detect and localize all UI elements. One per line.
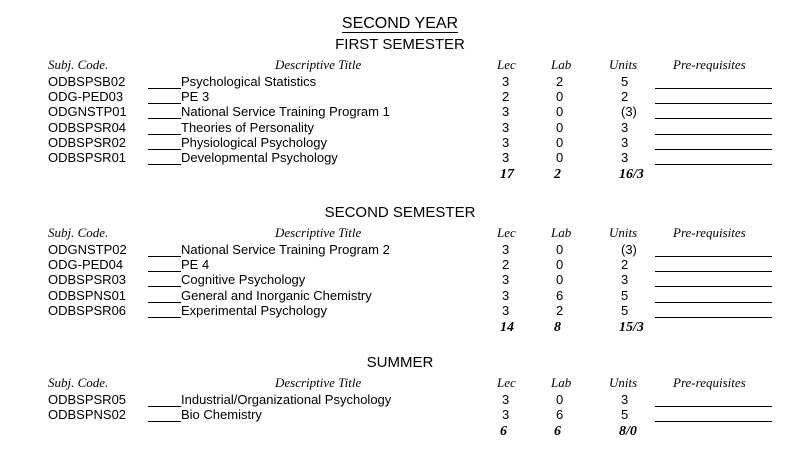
lab-value: 2	[556, 302, 564, 318]
lab-value: 0	[556, 242, 564, 257]
descriptive-title: PE 4	[181, 257, 210, 273]
lec-value: 3	[502, 272, 510, 288]
descriptive-title: General and Inorganic Chemistry	[181, 287, 372, 303]
lab-value: 0	[556, 134, 564, 150]
title-leader-line	[148, 103, 181, 104]
prerequisite-blank-line	[655, 164, 772, 165]
subject-code: ODGNSTP01	[48, 104, 127, 120]
subject-code: ODBSPSB02	[48, 74, 126, 89]
title-leader-line	[148, 317, 181, 318]
header-lec: Lec	[497, 225, 516, 240]
descriptive-title: Psychological Statistics	[181, 74, 317, 89]
lab-value: 2	[556, 74, 564, 89]
header-lec: Lec	[497, 375, 516, 390]
lec-value: 3	[502, 302, 510, 318]
header-subj-code: Subj. Code.	[48, 57, 109, 72]
header-descriptive-title: Descriptive Title	[275, 375, 362, 390]
units-value: 2	[621, 257, 629, 273]
section-title: SUMMER	[366, 354, 434, 371]
units-value: 5	[621, 74, 629, 89]
year-title-text: SECOND YEAR	[341, 15, 459, 32]
total-units: 16/3	[619, 167, 644, 183]
prerequisite-blank-line	[655, 271, 772, 272]
section-title: FIRST SEMESTER	[335, 36, 465, 53]
prerequisite-blank-line	[655, 421, 772, 422]
lab-value: 0	[556, 257, 564, 273]
prerequisite-blank-line	[655, 103, 772, 104]
section-title: SECOND SEMESTER	[324, 204, 476, 221]
lab-value: 0	[556, 104, 564, 120]
header-subj-code: Subj. Code.	[48, 375, 109, 390]
subject-code: ODBSPNS02	[48, 407, 127, 423]
descriptive-title: Physiological Psychology	[181, 134, 327, 150]
units-value: 3	[621, 150, 629, 165]
header-prerequisites: Pre-requisites	[673, 225, 746, 240]
title-leader-line	[148, 271, 181, 272]
units-value: 2	[621, 89, 629, 105]
prerequisite-blank-line	[655, 302, 772, 303]
header-lab: Lab	[551, 375, 572, 390]
header-lab: Lab	[551, 225, 572, 240]
title-leader-line	[148, 164, 181, 165]
prerequisite-blank-line	[655, 406, 772, 407]
year-title	[0, 15, 800, 33]
prerequisite-blank-line	[655, 317, 772, 318]
subject-code: ODBSPSR03	[48, 272, 127, 288]
lab-value: 0	[556, 89, 564, 105]
units-value: 3	[621, 119, 629, 135]
subject-code: ODBSPNS01	[48, 287, 127, 303]
header-prerequisites: Pre-requisites	[673, 375, 746, 390]
units-value: 5	[621, 302, 629, 318]
title-leader-line	[148, 118, 181, 119]
subject-code: ODBSPSR02	[48, 134, 127, 150]
total-lab: 6	[554, 424, 561, 440]
lec-value: 3	[502, 104, 510, 120]
lec-value: 3	[502, 407, 510, 423]
total-units: 8/0	[619, 424, 637, 440]
total-lec: 14	[500, 320, 514, 335]
prerequisite-blank-line	[655, 286, 772, 287]
lec-value: 3	[502, 74, 510, 89]
prerequisite-blank-line	[655, 118, 772, 119]
prerequisite-blank-line	[655, 256, 772, 257]
subject-code: ODG-PED04	[48, 257, 124, 273]
lab-value: 6	[556, 407, 564, 423]
lec-value: 3	[502, 392, 510, 407]
header-lab: Lab	[551, 57, 572, 72]
title-leader-line	[148, 88, 181, 89]
descriptive-title: Theories of Personality	[181, 119, 314, 135]
total-units: 15/3	[619, 320, 644, 335]
descriptive-title: Bio Chemistry	[181, 407, 262, 423]
header-descriptive-title: Descriptive Title	[275, 225, 362, 240]
lab-value: 6	[556, 287, 564, 303]
descriptive-title: National Service Training Program 2	[181, 242, 390, 257]
title-leader-line	[148, 149, 181, 150]
subject-code: ODGNSTP02	[48, 242, 127, 257]
subject-code: ODG-PED03	[48, 89, 124, 105]
title-leader-line	[148, 302, 181, 303]
header-subj-code: Subj. Code.	[48, 225, 109, 240]
lab-value: 0	[556, 392, 564, 407]
units-value: (3)	[621, 104, 637, 120]
descriptive-title: Industrial/Organizational Psychology	[181, 392, 392, 407]
header-units: Units	[609, 57, 638, 72]
header-units: Units	[609, 375, 638, 390]
units-value: 3	[621, 134, 629, 150]
total-lec: 6	[500, 424, 507, 440]
prerequisite-blank-line	[655, 149, 772, 150]
lec-value: 2	[502, 257, 510, 273]
units-value: 3	[621, 392, 629, 407]
total-lab: 2	[554, 167, 561, 183]
title-leader-line	[148, 406, 181, 407]
total-lec: 17	[500, 167, 514, 183]
header-prerequisites: Pre-requisites	[673, 57, 746, 72]
lec-value: 3	[502, 287, 510, 303]
subject-code: ODBSPSR05	[48, 392, 127, 407]
lec-value: 3	[502, 242, 510, 257]
descriptive-title: Experimental Psychology	[181, 302, 327, 318]
descriptive-title: PE 3	[181, 89, 210, 105]
title-leader-line	[148, 421, 181, 422]
header-descriptive-title: Descriptive Title	[275, 57, 362, 72]
units-value: 5	[621, 287, 629, 303]
lec-value: 3	[502, 150, 510, 165]
header-lec: Lec	[497, 57, 516, 72]
lec-value: 3	[502, 119, 510, 135]
descriptive-title: National Service Training Program 1	[181, 104, 390, 120]
lab-value: 0	[556, 150, 564, 165]
descriptive-title: Developmental Psychology	[181, 150, 338, 165]
lec-value: 3	[502, 134, 510, 150]
subject-code: ODBSPSR06	[48, 302, 127, 318]
units-value: 3	[621, 272, 629, 288]
units-value: (3)	[621, 242, 637, 257]
prerequisite-blank-line	[655, 88, 772, 89]
subject-code: ODBSPSR04	[48, 119, 127, 135]
total-lab: 8	[554, 320, 561, 335]
title-leader-line	[148, 286, 181, 287]
subject-code: ODBSPSR01	[48, 150, 127, 165]
title-leader-line	[148, 134, 181, 135]
lab-value: 0	[556, 119, 564, 135]
descriptive-title: Cognitive Psychology	[181, 272, 306, 288]
title-leader-line	[148, 256, 181, 257]
units-value: 5	[621, 407, 629, 423]
prerequisite-blank-line	[655, 134, 772, 135]
lec-value: 2	[502, 89, 510, 105]
header-units: Units	[609, 225, 638, 240]
lab-value: 0	[556, 272, 564, 288]
